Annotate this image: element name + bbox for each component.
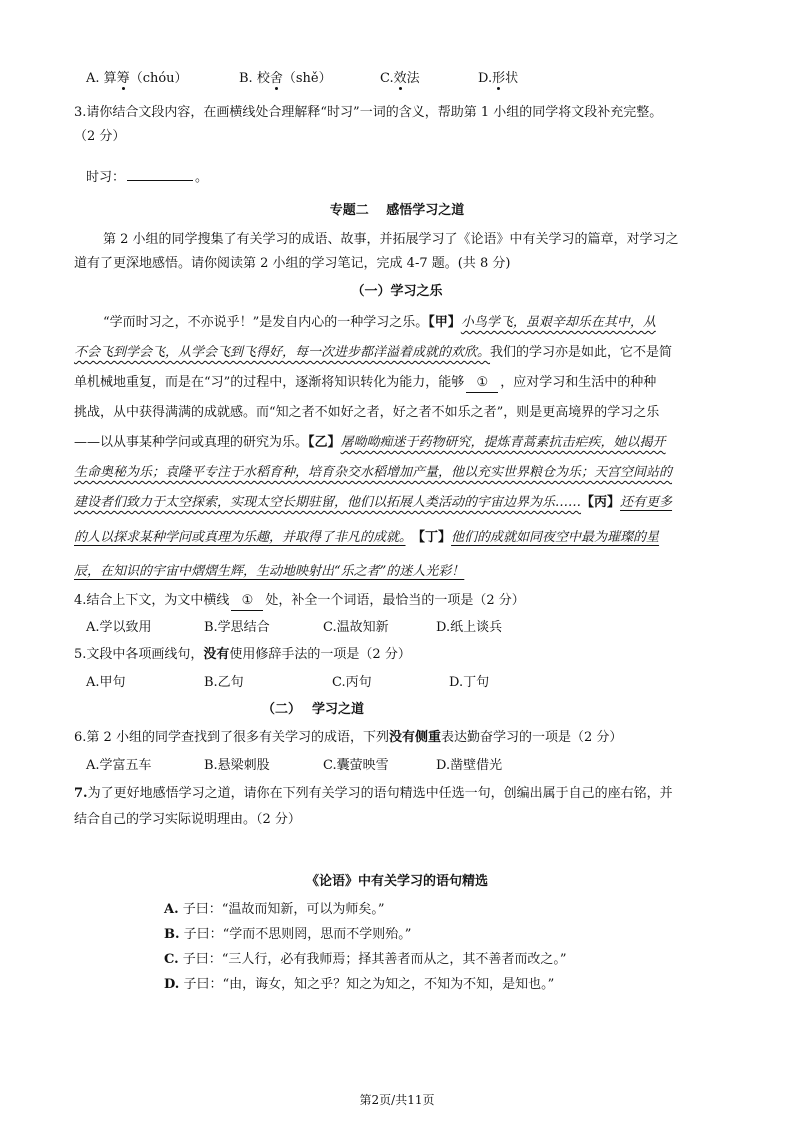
q2-option-b xyxy=(239,70,332,88)
passage-line-3 xyxy=(74,374,656,393)
sentence-jia-part1: 小鸟学飞，虽艰辛却乐在其中，从 xyxy=(460,315,656,330)
passage-text: ——以从事某种学问或真理的研究为乐。 xyxy=(74,435,309,450)
q2-option-b-label: B. xyxy=(239,71,257,86)
q2-option-b-char: 校 xyxy=(256,71,270,86)
q2-option-c-label: C. xyxy=(380,71,394,86)
q2-option-d-dotted-char: 形 xyxy=(492,71,506,86)
q6-emphasis: 没有侧重 xyxy=(388,730,441,745)
lunyu-item-label: D. xyxy=(164,977,180,992)
topic2-title: 专题二 感悟学习之道 xyxy=(329,203,465,218)
q2-option-d-char: 状 xyxy=(505,71,519,86)
q5-option-b[interactable]: B.乙句 xyxy=(204,675,244,690)
q5-option-d[interactable]: D.丁句 xyxy=(449,675,490,690)
q4-option-a[interactable]: A.学以致用 xyxy=(86,620,152,635)
q2-option-a-dotted-char: 筹 xyxy=(116,71,130,86)
q2-option-a-label: A. xyxy=(86,71,104,86)
lunyu-item-d xyxy=(164,976,554,994)
lunyu-item-label: C. xyxy=(164,952,179,967)
passage-line-5 xyxy=(74,434,666,452)
lunyu-item-text: 子曰：“学而不思则罔，思而不学则殆。” xyxy=(179,927,412,942)
marker-yi: 【乙】 xyxy=(308,435,341,450)
q5-stem-text: 5.文段中各项画线句， xyxy=(74,647,204,662)
sentence-yi-part1: 屠呦呦痴迷于药物研究，提炼青蒿素抗击疟疾，她以揭开 xyxy=(340,435,666,450)
marker-jia: 【甲】 xyxy=(428,315,461,330)
lunyu-item-text: 子曰：“温故而知新，可以为师矣。” xyxy=(178,902,385,917)
q3-answer-line xyxy=(86,168,208,187)
marker-ding: 【丁】 xyxy=(418,530,452,545)
lunyu-item-text: 子曰：“由，诲女，知之乎？知之为知之，不知为不知，是知也。” xyxy=(179,977,555,992)
q2-option-c xyxy=(380,70,420,88)
q6-stem xyxy=(74,729,622,747)
q2-option-a-char: 算 xyxy=(103,71,117,86)
passage-line-1 xyxy=(103,314,656,332)
q6-stem-text: 6.第 2 小组的同学查找到了很多有关学习的成语，下列 xyxy=(74,730,389,745)
q4-option-d[interactable]: D.纸上谈兵 xyxy=(436,620,503,635)
q7-number: 7. xyxy=(74,786,88,801)
q6-option-a[interactable]: A.学富五车 xyxy=(86,758,152,773)
topic2-intro-line1: 第 2 小组的同学搜集了有关学习的成语、故事，并拓展学习了《论语》中有关学习的篇章，对学习之 xyxy=(103,232,679,247)
page-number: 第2页/共11页 xyxy=(359,1093,435,1107)
q2-option-b-pinyin: （shě） xyxy=(282,71,332,86)
q5-stem-text: 使用修辞手法的一项是（2 分） xyxy=(229,647,411,662)
sentence-jia-part2: 不会飞到学会飞，从学会飞到飞得好，每一次进步都洋溢着成就的欢欣。 xyxy=(74,345,491,360)
passage-text: 我们的学习亦是如此，它不是简 xyxy=(490,345,673,360)
q2-option-a xyxy=(86,70,188,88)
lunyu-item-c xyxy=(164,951,567,969)
q3-stem-line2: （2 分） xyxy=(74,129,126,144)
q4-stem xyxy=(74,592,525,611)
q4-stem-text: 4.结合上下文，为文中横线 xyxy=(74,593,230,608)
lunyu-item-label: B. xyxy=(164,927,180,942)
q5-option-c[interactable]: C.丙句 xyxy=(332,675,372,690)
sentence-bing-part2: 的人以探求某种学问或真理为乐趣，并取得了非凡的成就。 xyxy=(74,530,406,545)
sentence-yi-part3: 建设者们致力于太空探索，实现太空长期驻留，他们以拓展人类活动的宇宙边界为乐…… xyxy=(74,495,582,510)
passage-line-6 xyxy=(74,464,672,482)
q2-option-b-dotted-char: 舍 xyxy=(269,71,283,86)
passage-line-4: 挑战，从中获得满满的成就感。而“知之者不如好之者，好之者不如乐之者”，则是更高境界的学习之乐 xyxy=(74,405,660,420)
passage-text: 单机械地重复，而是在“习”的过程中，逐渐将知识转化为能力，能够 xyxy=(74,375,465,390)
q4-stem-text: 处，补全一个词语，最恰当的一项是（2 分） xyxy=(265,593,525,608)
sentence-ding-part2: 辰，在知识的宇宙中熠熠生辉，生动地映射出“乐之者”的迷人光彩！ xyxy=(74,564,465,579)
q2-option-a-pinyin: （chóu） xyxy=(129,71,188,86)
q6-stem-text: 表达勤奋学习的一项是（2 分） xyxy=(440,730,623,745)
q7-stem-text: 为了更好地感悟学习之道，请你在下列有关学习的语句精选中任选一句，创编出属于自己的座右铭，并 xyxy=(87,786,673,801)
q7-stem-line2: 结合自己的学习实际说明理由。（2 分） xyxy=(74,812,301,827)
sentence-bing-part1: 还有更多 xyxy=(620,495,673,510)
q4-option-c[interactable]: C.温故知新 xyxy=(323,620,389,635)
q2-option-d-label: D. xyxy=(478,71,493,86)
passage-text: “学而时习之，不亦说乎！”是发自内心的一种学习之乐。 xyxy=(103,315,429,330)
blank-1[interactable]: ① xyxy=(466,374,498,393)
q3-answer-blank[interactable] xyxy=(127,168,193,181)
q7-stem-line1 xyxy=(74,785,673,803)
section2-title: （二） 学习之道 xyxy=(262,702,365,717)
topic2-intro-line2: 道有了更深地感悟。请你阅读第 2 小组的学习笔记，完成 4-7 题。(共 8 分) xyxy=(74,256,511,271)
lunyu-item-text: 子曰：“三人行，必有我师焉；择其善者而从之，其不善者而改之。” xyxy=(178,952,567,967)
sentence-ding-part1: 他们的成就如同夜空中最为璀璨的星 xyxy=(451,530,660,545)
q5-stem xyxy=(74,646,411,664)
section1-title: （一）学习之乐 xyxy=(351,284,443,299)
q5-option-a[interactable]: A.甲句 xyxy=(86,675,126,690)
passage-line-2 xyxy=(74,344,672,362)
q6-option-c[interactable]: C.囊萤映雪 xyxy=(323,758,389,773)
q3-answer-label: 时习： xyxy=(86,170,126,185)
q6-option-b[interactable]: B.悬梁刺股 xyxy=(204,758,270,773)
q4-blank-ref: ① xyxy=(231,592,263,611)
q6-option-d[interactable]: D.凿壁借光 xyxy=(436,758,503,773)
passage-line-9 xyxy=(74,563,464,581)
lunyu-item-a xyxy=(164,901,385,919)
q5-emphasis: 没有 xyxy=(203,647,230,662)
passage-line-8 xyxy=(74,529,659,547)
lunyu-item-b xyxy=(164,926,411,944)
lunyu-title: 《论语》中有关学习的语句精选 xyxy=(305,874,488,889)
q4-option-b[interactable]: B.学思结合 xyxy=(204,620,270,635)
passage-text: ，应对学习和生活中的种种 xyxy=(500,375,657,390)
marker-bing: 【丙】 xyxy=(581,495,621,510)
sentence-yi-part2: 生命奥秘为乐；袁隆平专注于水稻育种，培育杂交水稻增加产量，他以充实世界粮仓为乐；天宫空间站的 xyxy=(74,465,673,480)
q3-stem-line1: 3.请你结合文段内容，在画横线处合理解释“时习”一词的含义，帮助第 1 小组的同学将文段补充完整。 xyxy=(74,105,663,120)
q2-option-d xyxy=(478,70,518,88)
q3-answer-end: 。 xyxy=(195,170,209,185)
q2-option-c-char: 法 xyxy=(406,71,420,86)
passage-line-7 xyxy=(74,494,672,512)
q2-option-c-dotted-char: 效 xyxy=(393,71,407,86)
lunyu-item-label: A. xyxy=(164,902,179,917)
